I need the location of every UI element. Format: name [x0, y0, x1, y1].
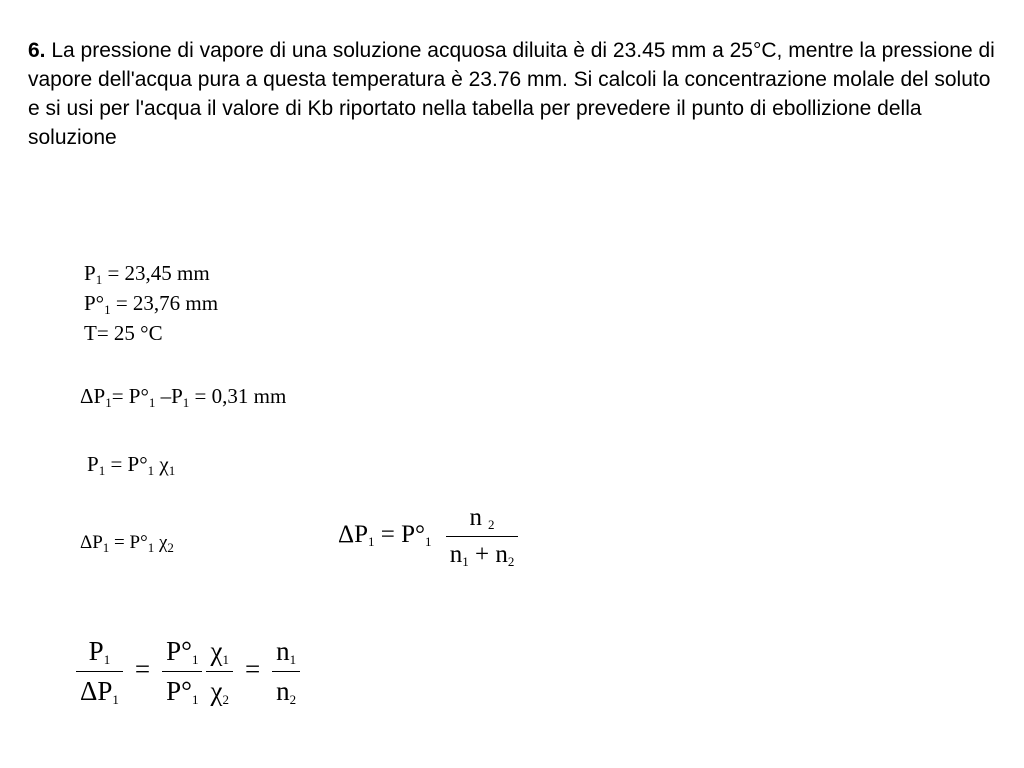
ratio-4-num-subscript: 1 — [289, 652, 297, 667]
raoult-chi-subscript: 1 — [168, 463, 176, 478]
ratio-fraction-1 — [76, 636, 123, 707]
ratio-4-den-subscript: 2 — [289, 692, 297, 707]
mf-den-plus: + n — [468, 541, 508, 568]
problem-number: 6. — [28, 39, 46, 62]
mf-fraction — [446, 504, 519, 569]
ratio-3-den-symbol: χ — [210, 676, 223, 706]
mf-den-b-subscript: 2 — [507, 554, 515, 569]
ratio-2-den-symbol: P° — [166, 676, 192, 706]
mf-lhs: ΔP — [338, 521, 368, 549]
delta-p-result: = 0,31 mm — [189, 384, 287, 408]
mf-denominator — [446, 537, 519, 569]
delta-chi-rhs: = P° — [109, 532, 148, 553]
mole-fraction-formula — [338, 504, 518, 569]
given-temperature: T= 25 °C — [84, 321, 163, 345]
ratio-2-den-subscript: 1 — [191, 692, 199, 707]
ratio-3-den-subscript: 2 — [222, 692, 229, 707]
raoult-lhs-subscript: 1 — [98, 463, 106, 478]
ratio-3-num-subscript: 1 — [222, 652, 229, 667]
given-p0 — [84, 288, 218, 318]
problem-statement — [28, 36, 998, 152]
p1-subscript: 1 — [95, 272, 103, 287]
p0-symbol: P° — [84, 291, 105, 315]
p0-term: = P° — [111, 384, 149, 408]
ratio-1-numerator — [85, 636, 115, 671]
ratio-4-denominator — [272, 672, 300, 707]
p1-term: –P — [155, 384, 183, 408]
p0-term-subscript: 1 — [148, 395, 156, 410]
ratio-1-num-symbol: P — [88, 636, 104, 666]
delta-p-equation — [80, 384, 286, 409]
mf-eq-subscript: 1 — [425, 534, 432, 550]
ratio-4-numerator — [272, 636, 300, 671]
ratio-2-num-subscript: 1 — [191, 652, 199, 667]
mf-den-a: n — [449, 541, 463, 568]
mf-numerator — [466, 504, 499, 536]
p0-subscript: 1 — [104, 302, 111, 317]
ratio-equals-2: = — [244, 653, 261, 684]
p1-value: = 23,45 mm — [102, 261, 210, 285]
ratio-1-den-subscript: 1 — [112, 692, 119, 707]
ratio-equals-1: = — [134, 653, 151, 684]
p1-symbol: P — [84, 261, 96, 285]
ratio-3-num-symbol: χ — [210, 636, 223, 666]
ratio-fraction-2 — [162, 636, 202, 707]
given-p1 — [84, 258, 218, 288]
ratio-1-num-subscript: 1 — [103, 652, 111, 667]
given-values — [84, 258, 218, 348]
raoult-rhs-subscript: 1 — [147, 463, 155, 478]
mf-num-subscript: 2 — [488, 517, 495, 532]
delta-p-symbol: ΔP — [80, 384, 106, 408]
delta-p-subscript: 1 — [105, 395, 112, 410]
mf-num-symbol: n — [469, 504, 483, 531]
ratio-formula — [74, 636, 302, 707]
ratio-2-num-symbol: P° — [166, 636, 192, 666]
ratio-4-num-symbol: n — [276, 636, 290, 666]
mf-lhs-subscript: 1 — [367, 534, 375, 550]
ratio-fraction-3 — [206, 636, 232, 707]
delta-chi-lhs-subscript: 1 — [102, 540, 110, 555]
ratio-2-numerator — [162, 636, 202, 671]
ratio-2-denominator — [162, 672, 202, 707]
delta-chi-rhs-subscript: 1 — [147, 540, 155, 555]
p1-term-subscript: 1 — [182, 395, 190, 410]
delta-chi-lhs: ΔP — [80, 532, 103, 553]
ratio-3-denominator — [206, 672, 232, 707]
mf-eq: = P° — [374, 521, 425, 549]
ratio-1-denominator — [76, 672, 123, 707]
p0-value: = 23,76 mm — [110, 291, 219, 315]
raoult-rhs: = P° — [105, 452, 148, 476]
raoult-chi: χ — [154, 452, 169, 476]
ratio-1-den-symbol: ΔP — [80, 676, 113, 706]
delta-chi-chi-subscript: 2 — [167, 540, 174, 555]
raoult-lhs: P — [87, 452, 99, 476]
delta-chi-chi: χ — [154, 532, 168, 553]
raoult-equation — [87, 452, 175, 477]
ratio-4-den-symbol: n — [276, 676, 290, 706]
delta-chi-equation — [80, 532, 174, 554]
problem-text: La pressione di vapore di una soluzione acquosa diluita è di 23.45 mm a 25°C, mentre la pressione di vapore dell'acqua pura a questa temperatura è 23.76 mm. Si calcoli la concentrazione molale del soluto e si usi per l'acqua il valore di Kb riportato nella tabella per prevedere il punto di ebollizione della soluzione — [28, 39, 995, 149]
ratio-fraction-4 — [272, 636, 300, 707]
ratio-3-numerator — [206, 636, 232, 671]
mf-den-a-subscript: 1 — [462, 554, 469, 569]
